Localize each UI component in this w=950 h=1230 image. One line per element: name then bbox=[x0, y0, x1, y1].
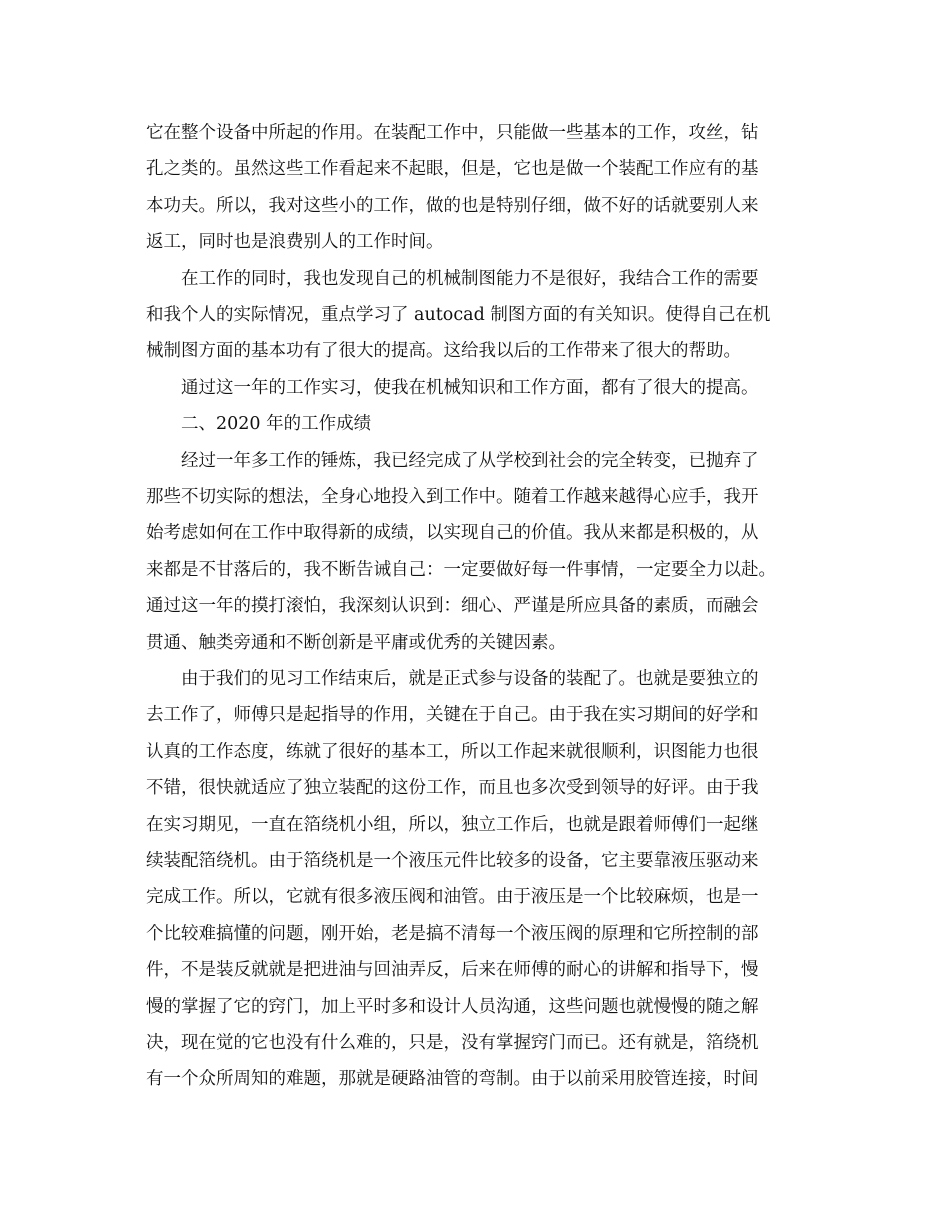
text-line: 由于我们的见习工作结束后，就是正式参与设备的装配了。也就是要独立的 bbox=[181, 669, 759, 689]
text-line: 个比较难搞懂的问题，刚开始，老是搞不清每一个液压阀的原理和它所控制的部 bbox=[146, 923, 759, 944]
text-line: 在工作的同时，我也发现自己的机械制图能力不是很好，我结合工作的需要 bbox=[181, 268, 759, 289]
text-line: 续装配箔绕机。由于箔绕机是一个液压元件比较多的设备，它主要靠液压驱动来 bbox=[146, 851, 759, 871]
text-line: 决，现在觉的它也没有什么难的，只是，没有掌握窍门而已。还有就是，箔绕机 bbox=[146, 1033, 759, 1053]
text-line: 完成工作。所以，它就有很多液压阀和油管。由于液压是一个比较麻烦，也是一 bbox=[146, 887, 759, 908]
text-line: 件，不是装反就就是把进油与回油弄反，后来在师傅的耐心的讲解和指导下，慢 bbox=[146, 960, 759, 981]
text-line: 那些不切实际的想法，全身心地投入到工作中。随着工作越来越得心应手，我开 bbox=[146, 487, 759, 507]
text-line: 贯通、触类旁通和不断创新是平庸或优秀的关键因素。 bbox=[146, 632, 566, 653]
text-line: 它在整个设备中所起的作用。在装配工作中，只能做一些基本的工作，攻丝，钻 bbox=[146, 123, 759, 143]
text-line: 孔之类的。虽然这些工作看起来不起眼，但是，它也是做一个装配工作应有的基 bbox=[146, 159, 759, 180]
text-line: 去工作了，师傅只是起指导的作用，关键在于自己。由于我在实习期间的好学和 bbox=[146, 705, 759, 726]
text-line: 本功夫。所以，我对这些小的工作，做的也是特别仔细，做不好的话就要别人来 bbox=[146, 195, 759, 216]
text-line: 二、2020 年的工作成绩 bbox=[181, 414, 372, 435]
text-line: 始考虑如何在工作中取得新的成绩，以实现自己的价值。我从来都是积极的，从 bbox=[146, 523, 759, 544]
text-line: 返工，同时也是浪费别人的工作时间。 bbox=[146, 232, 444, 253]
text-line: 通过这一年的工作实习，使我在机械知识和工作方面，都有了很大的提高。 bbox=[181, 377, 759, 398]
text-line: 通过这一年的摸打滚怕，我深刻认识到：细心、严谨是所应具备的素质，而融会 bbox=[146, 596, 759, 617]
text-line: 来都是不甘落后的，我不断告诫自己：一定要做好每一件事情，一定要全力以赴。 bbox=[146, 559, 776, 580]
text-line: 慢的掌握了它的窍门，加上平时多和设计人员沟通，这些问题也就慢慢的随之解 bbox=[146, 996, 759, 1017]
text-line: 和我个人的实际情况，重点学习了 autocad 制图方面的有关知识。使得自己在机 bbox=[146, 305, 771, 325]
text-line: 不错，很快就适应了独立装配的这份工作，而且也多次受到领导的好评。由于我 bbox=[146, 778, 759, 799]
text-line: 械制图方面的基本功有了很大的提高。这给我以后的工作带来了很大的帮助。 bbox=[146, 341, 741, 362]
text-line: 有一个众所周知的难题，那就是硬路油管的弯制。由于以前采用胶管连接，时间 bbox=[146, 1069, 759, 1090]
text-line: 在实习期见，一直在箔绕机小组，所以，独立工作后，也就是跟着师傅们一起继 bbox=[146, 814, 759, 835]
text-line: 经过一年多工作的锤炼，我已经完成了从学校到社会的完全转变，已抛弃了 bbox=[181, 450, 759, 471]
text-line: 认真的工作态度，练就了很好的基本工，所以工作起来就很顺利，识图能力也很 bbox=[146, 741, 759, 762]
